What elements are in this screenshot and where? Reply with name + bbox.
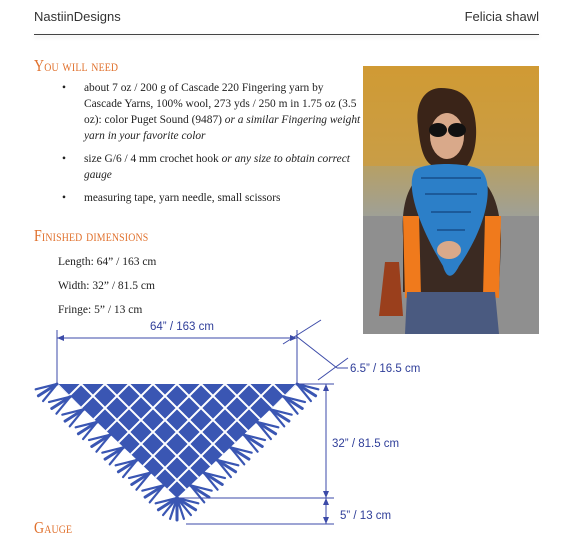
page-header: [34, 9, 539, 27]
model-photo: [363, 66, 539, 334]
section-title-gauge: Gauge: [34, 518, 73, 537]
fringe-tassel: [89, 435, 110, 452]
document-title: Felicia shawl: [464, 9, 539, 24]
section-title-finished-dimensions: Finished dimensions: [34, 226, 149, 245]
list-item-hook: [62, 151, 362, 183]
brand-name: NastiinDesigns: [34, 9, 121, 24]
dimension-fringe: Fringe: 5” / 13 cm: [58, 304, 143, 316]
model-photo-illustration: [363, 66, 539, 334]
fringe-dimension: [186, 498, 334, 524]
notions-text: measuring tape, yarn needle, small scissors: [84, 192, 281, 204]
fringe-tassel: [284, 397, 305, 414]
fringe-tassel: [244, 435, 265, 452]
yarn-alternative: or a similar Fingering weight yarn in your favorite color: [84, 114, 361, 142]
dimension-length: Length: 64” / 163 cm: [58, 256, 157, 268]
fringe-tassel: [270, 409, 291, 426]
fringe-tassel: [230, 447, 251, 464]
materials-list: [62, 80, 362, 213]
fringe-tassel: [142, 485, 163, 502]
fringe-tassel: [62, 409, 83, 426]
fringe-tassel: [116, 460, 137, 477]
fringe-tassel: [76, 422, 97, 439]
fringe-dimension-label: 5” / 13 cm: [340, 510, 392, 522]
hook-text: size G/6 / 4 mm crochet hook: [84, 153, 219, 165]
fringe-tassel: [257, 422, 278, 439]
edge-dimension-label: 6.5” / 16.5 cm: [350, 363, 421, 375]
shawl-dimensions-diagram: [0, 312, 570, 534]
fringe-tassel: [36, 384, 57, 401]
section-title-you-will-need: You will need: [34, 56, 119, 75]
top-dimension: [57, 330, 297, 384]
fringe-tassel: [217, 460, 238, 477]
dimension-width: Width: 32” / 81.5 cm: [58, 280, 155, 292]
edge-dimension: [283, 320, 348, 380]
fringe-tassel: [204, 473, 225, 490]
top-dimension-label: 64” / 163 cm: [150, 321, 214, 333]
height-dimension-label: 32” / 81.5 cm: [332, 438, 400, 450]
list-item-notions: [62, 190, 362, 206]
shawl-schematic: [0, 312, 570, 534]
hook-alternative: or any size to obtain correct gauge: [84, 153, 350, 181]
yarn-text: about 7 oz / 200 g of Cascade 220 Fingering yarn by Cascade Yarns, 100% wool, 273 yds / 250 m in 1.75 oz (3.5 oz): color Puget Sound (9487): [84, 82, 357, 126]
fringe-tassel: [297, 384, 318, 401]
fringe-tassel: [49, 397, 70, 414]
fringe-tassel: [190, 485, 211, 502]
fringe-tassel: [129, 473, 150, 490]
header-divider: [34, 34, 539, 35]
fringe-tassel: [102, 447, 123, 464]
list-item-yarn: [62, 80, 362, 144]
